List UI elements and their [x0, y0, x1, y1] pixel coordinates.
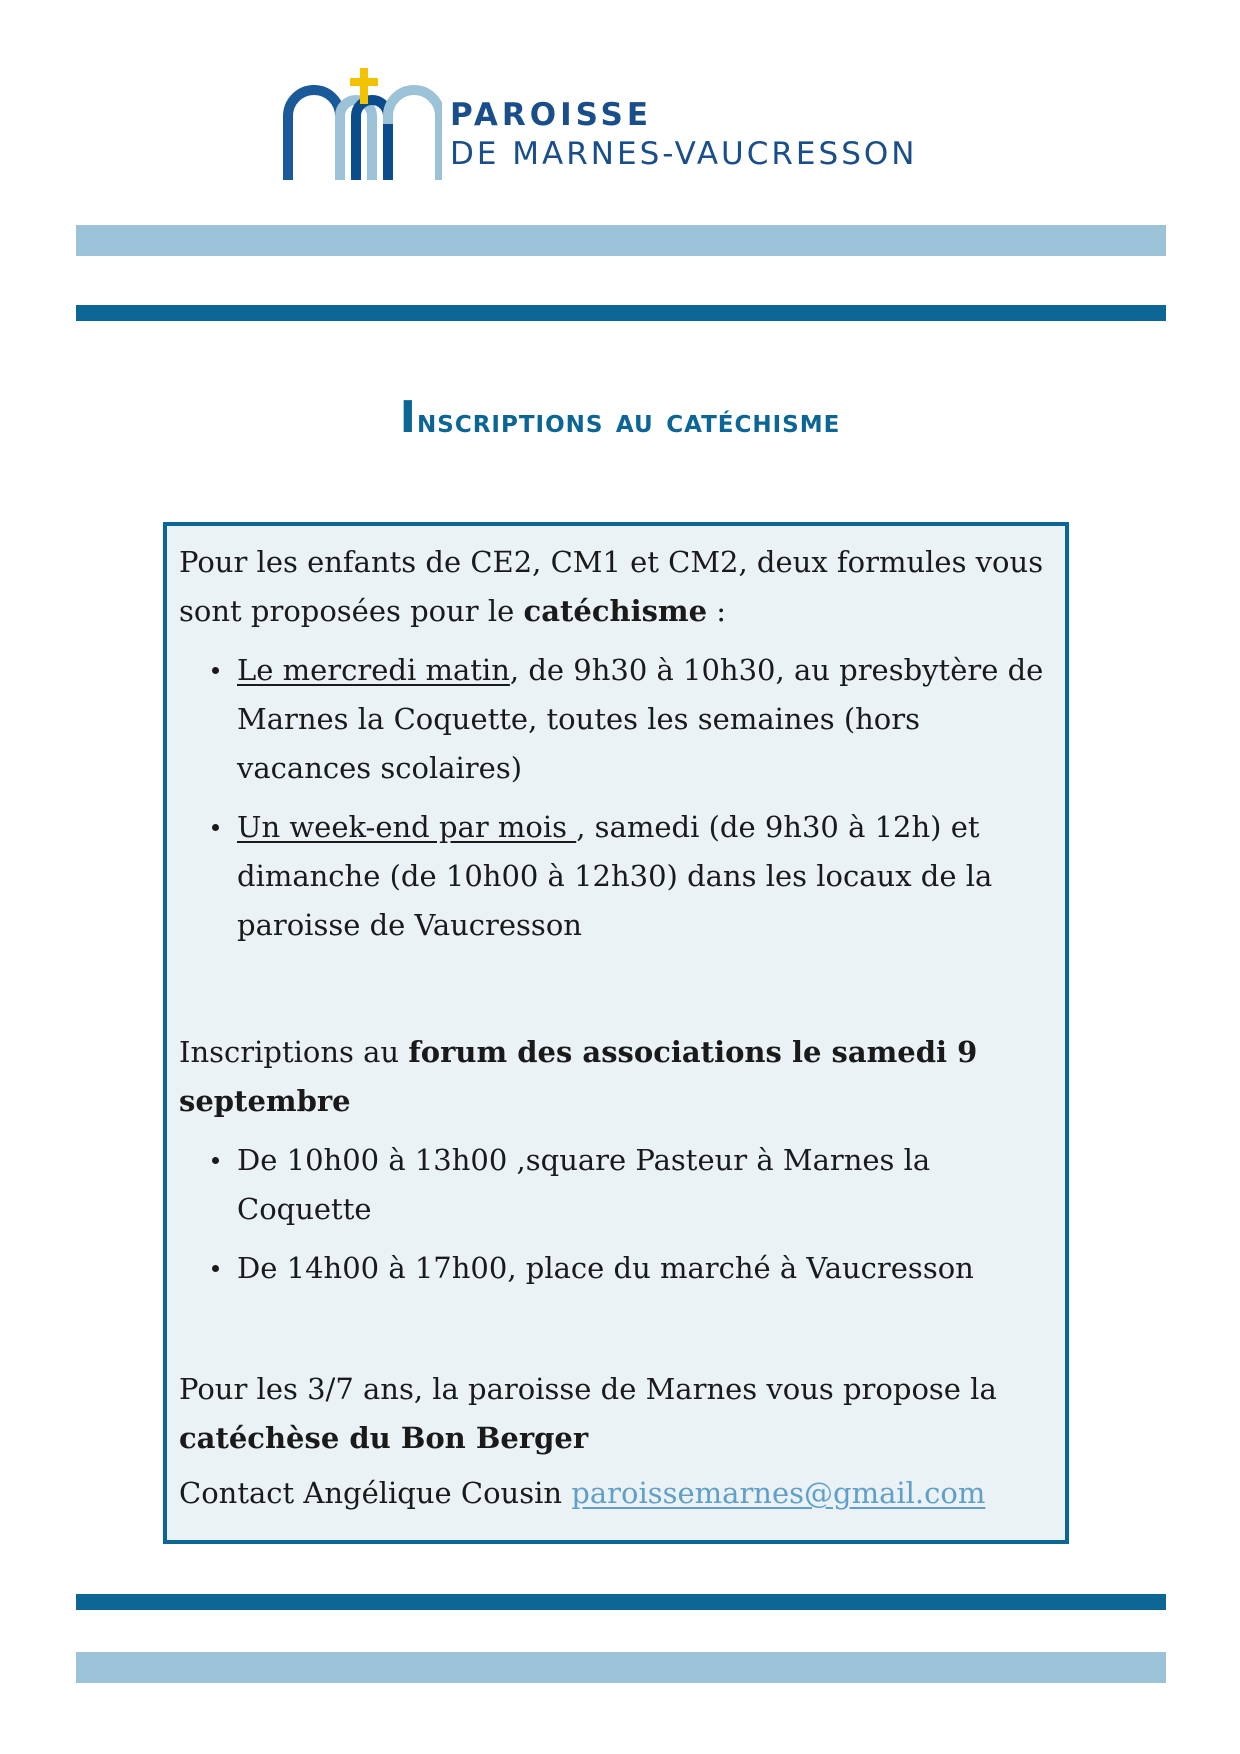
top-dark-band [76, 305, 1166, 321]
bottom-dark-band [76, 1594, 1166, 1610]
logo-line-2: DE MARNES-VAUCRESSON [450, 136, 918, 172]
spacer [179, 960, 1055, 1028]
intro-paragraph [179, 538, 1055, 636]
forum-list [179, 1136, 1055, 1293]
parish-logo [282, 68, 962, 188]
intro-text: Pour les enfants de CE2, CM1 et CM2, deux formules vous sont proposées pour le [179, 545, 1044, 628]
contact-paragraph [179, 1469, 1055, 1518]
logo-line-1: PAROISSE [450, 97, 653, 133]
top-light-band [76, 225, 1166, 256]
forum-paragraph [179, 1028, 1055, 1126]
contact-email-link[interactable]: paroissemarnes@gmail.com [571, 1476, 986, 1510]
page-title [0, 392, 1240, 443]
parish-emblem-icon [282, 68, 442, 188]
info-box [163, 522, 1069, 1544]
logo-text [450, 96, 917, 174]
young-paragraph [179, 1365, 1055, 1463]
young-bold: catéchèse du Bon Berger [179, 1421, 589, 1455]
list-item [237, 803, 1055, 950]
formula1-title: Le mercredi matin [237, 653, 510, 687]
formula1-text: , de 9h30 à 10h30, au presbytère de Marnes la Coquette, toutes les semaines (hors vacances scolaires) [237, 653, 1044, 785]
formula2-title: Un week-end par mois [237, 810, 577, 844]
list-item: De 10h00 à 13h00 ,square Pasteur à Marnes la Coquette [237, 1136, 1055, 1234]
formula2-text: , samedi (de 9h30 à 12h) et dimanche (de 10h00 à 12h30) dans les locaux de la paroisse de Vaucresson [237, 810, 993, 942]
forum-text: Inscriptions au [179, 1035, 409, 1069]
intro-end: : [707, 594, 727, 628]
forum-bold: forum des associations le samedi 9 septembre [179, 1035, 978, 1118]
spacer [179, 1303, 1055, 1365]
formula-list [179, 646, 1055, 950]
contact-text: Contact Angélique Cousin [179, 1476, 572, 1510]
young-text: Pour les 3/7 ans, la paroisse de Marnes vous propose la [179, 1372, 997, 1406]
title-rest: nscriptions au catéchisme [417, 401, 841, 440]
list-item [237, 646, 1055, 793]
intro-bold: catéchisme [523, 594, 708, 628]
bottom-light-band [76, 1652, 1166, 1683]
list-item: De 14h00 à 17h00, place du marché à Vaucresson [237, 1244, 1055, 1293]
title-initial: I [399, 392, 418, 443]
